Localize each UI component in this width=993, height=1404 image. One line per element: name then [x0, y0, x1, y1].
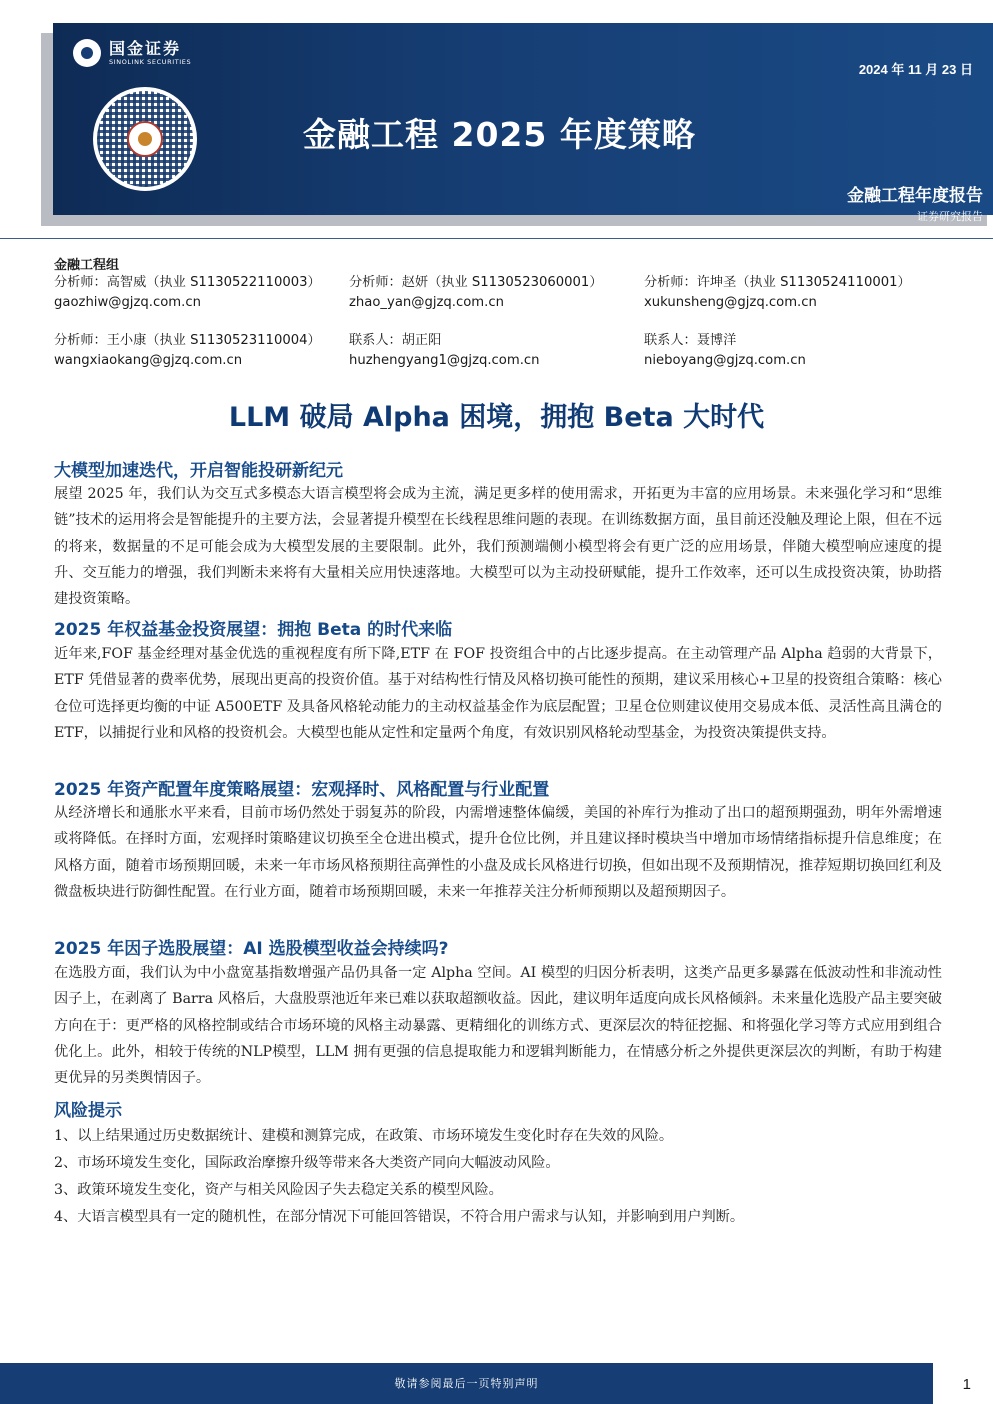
author-title: 分析师：王小康（执业 S1130523110004） — [54, 333, 321, 348]
section-heading: 2025 年因子选股展望：AI 选股模型收益会持续吗? — [54, 939, 449, 959]
author-entry — [644, 273, 911, 313]
qr-center-logo-icon — [127, 121, 163, 157]
header-divider — [0, 238, 993, 239]
section-heading: 大模型加速迭代，开启智能投研新纪元 — [54, 461, 343, 481]
risk-item: 1、以上结果通过历史数据统计、建模和测算完成，在政策、市场环境发生变化时存在失效的风险。 — [54, 1128, 674, 1144]
report-category: 证券研究报告 — [917, 210, 983, 223]
report-header-banner — [53, 23, 993, 223]
author-entry — [644, 331, 806, 371]
document-title: LLM 破局 Alpha 困境，拥抱 Beta 大时代 — [228, 402, 765, 433]
author-entry — [54, 273, 321, 313]
section-heading: 2025 年权益基金投资展望：拥抱 Beta 的时代来临 — [54, 620, 453, 640]
author-title: 分析师：赵妍（执业 S1130523060001） — [349, 275, 603, 290]
risk-item: 2、市场环境发生变化，国际政治摩擦升级等带来各大类资产同向大幅波动风险。 — [54, 1155, 560, 1171]
logo-name-cn: 国金证券 — [109, 38, 182, 58]
author-email[interactable]: huzhengyang1@gjzq.com.cn — [349, 353, 540, 368]
author-entry — [349, 273, 603, 313]
author-title: 分析师：高智威（执业 S1130522110003） — [54, 275, 321, 290]
risk-heading: 风险提示 — [54, 1101, 122, 1121]
team-name: 金融工程组 — [54, 258, 120, 273]
author-entry — [54, 331, 321, 371]
author-title: 分析师：许坤圣（执业 S1130524110001） — [644, 275, 911, 290]
section-body: 近年来,FOF 基金经理对基金优选的重视程度有所下降,ETF 在 FOF 投资组合中的占比逐步提高。在主动管理产品 Alpha 趋弱的大背景下，ETF 凭借显著的费率优势，展现出更高的投资价值。基于对结构性行情及风格切换可能性的预期，建议采用核心+卫星的投资组合策略：核心仓位可选择更均衡的中证 A500ETF 及具备风格轮动能力的主动权益基金作为底层配置；卫星仓位则建议使用交易成本低、灵活性高且满仓的 ETF，以捕捉行业和风格的投资机会。大模型也能从定性和定量两个角度，有效识别风格轮动型基金，为投资决策提供支持。 — [54, 646, 942, 741]
page-number: 1 — [962, 1376, 971, 1393]
author-title: 联系人：聂博洋 — [644, 333, 737, 348]
report-type: 金融工程年度报告 — [847, 186, 983, 206]
author-email[interactable]: xukunsheng@gjzq.com.cn — [644, 295, 817, 310]
company-logo — [73, 39, 191, 67]
logo-emblem-icon — [73, 39, 101, 67]
report-title: 金融工程 2025 年度策略 — [303, 115, 696, 154]
author-email[interactable]: wangxiaokang@gjzq.com.cn — [54, 353, 243, 368]
risk-item: 3、政策环境发生变化，资产与相关风险因子失去稳定关系的模型风险。 — [54, 1182, 503, 1198]
footer-disclaimer: 敬请参阅最后一页特别声明 — [0, 1363, 933, 1404]
report-date: 2024 年 11 月 23 日 — [858, 62, 973, 77]
section-body: 展望 2025 年，我们认为交互式多模态大语言模型将会成为主流，满足更多样的使用需求，开拓更为丰富的应用场景。未来强化学习和“思维链”技术的运用将会是智能提升的主要方法，会显著提升模型在长线程思维问题的表现。在训练数据方面，虽目前还没触及理论上限，但在不远的将来，数据量的不足可能会成为大模型发展的主要限制。此外，我们预测端侧小模型将会有更广泛的应用场景，伴随大模型响应速度的提升、交互能力的增强，我们判断未来将有大量相关应用快速落地。大模型可以为主动投研赋能，提升工作效率，还可以生成投资决策，协助搭建投资策略。 — [54, 486, 942, 608]
author-entry — [349, 331, 540, 371]
qr-code-icon — [93, 87, 197, 191]
author-email[interactable]: zhao_yan@gjzq.com.cn — [349, 295, 504, 310]
author-email[interactable]: gaozhiw@gjzq.com.cn — [54, 295, 201, 310]
author-email[interactable]: nieboyang@gjzq.com.cn — [644, 353, 806, 368]
logo-name-en: SINOLINK SECURITIES — [109, 57, 192, 66]
section-body: 从经济增长和通胀水平来看，目前市场仍然处于弱复苏的阶段，内需增速整体偏缓，美国的补库行为推动了出口的超预期强劲，明年外需增速或将降低。在择时方面，宏观择时策略建议切换至全仓进出模式，提升仓位比例，并且建议择时模块当中增加市场情绪指标提升信息维度；在风格方面，随着市场预期回暖，未来一年市场风格预期往高弹性的小盘及成长风格进行切换，但如出现不及预期情况，推荐短期切换回红利及微盘板块进行防御性配置。在行业方面，随着市场预期回暖，未来一年推荐关注分析师预期以及超预期因子。 — [54, 805, 942, 900]
author-title: 联系人：胡正阳 — [349, 333, 442, 348]
risk-item: 4、大语言模型具有一定的随机性，在部分情况下可能回答错误，不符合用户需求与认知，并影响到用户判断。 — [54, 1209, 745, 1225]
section-body: 在选股方面，我们认为中小盘宽基指数增强产品仍具备一定 Alpha 空间。AI 模型的归因分析表明，这类产品更多暴露在低波动性和非流动性因子上，在剥离了 Barra 风格后，大盘股票池近年来已难以获取超额收益。因此，建议明年适度向成长风格倾斜。未来量化选股产品主要突破方向在于：更严格的风格控制或结合市场环境的风格主动暴露、更精细化的训练方式、更深层次的特征挖掘、和将强化学习等方式应用到组合优化上。此外，相较于传统的NLP模型，LLM 拥有更强的信息提取能力和逻辑判断能力，在情感分析之外提供更深层次的判断，有助于构建更优异的另类舆情因子。 — [54, 965, 942, 1087]
section-heading: 2025 年资产配置年度策略展望：宏观择时、风格配置与行业配置 — [54, 780, 550, 800]
